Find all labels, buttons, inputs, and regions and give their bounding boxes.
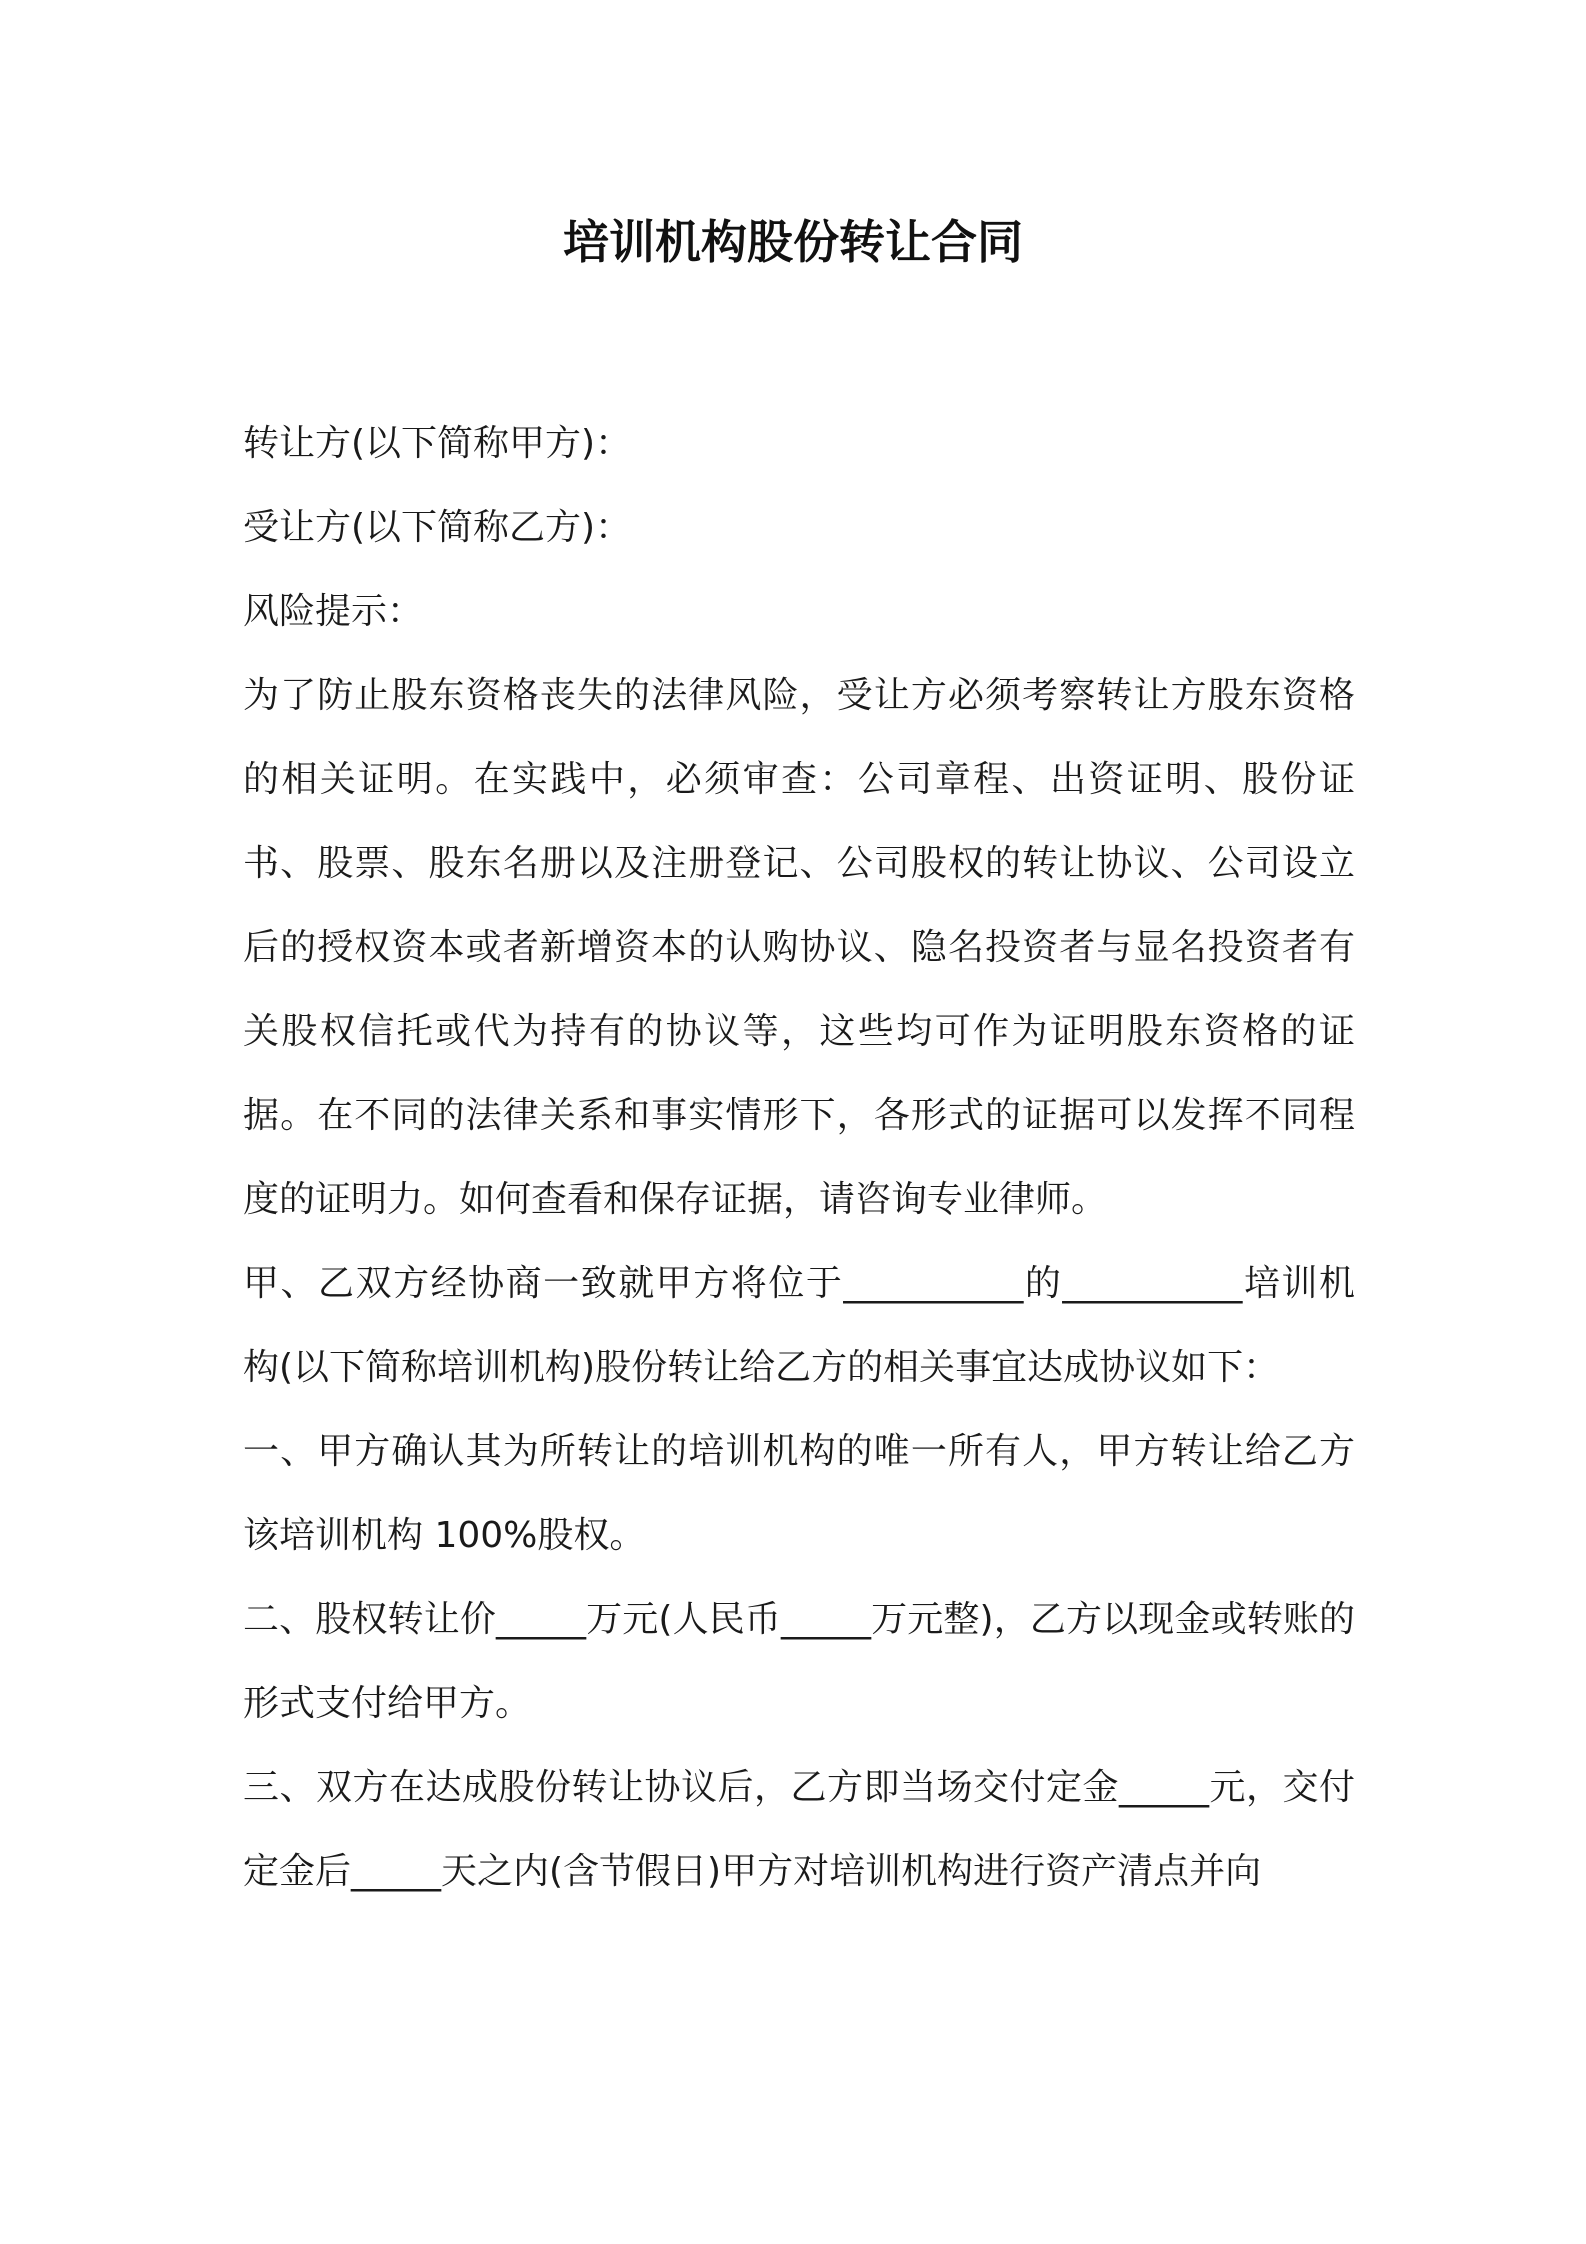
document-body xyxy=(243,402,1355,1914)
agreement-intro-paragraph: 甲、乙双方经协商一致就甲方将位于__________的__________培训机构(以下简称培训机构)股份转让给乙方的相关事宜达成协议如下： xyxy=(243,1263,1355,1388)
clause-1: 一、甲方确认其为所转让的培训机构的唯一所有人，甲方转让给乙方该培训机构 100%股权。 xyxy=(243,1431,1355,1556)
risk-notice-paragraph: 为了防止股东资格丧失的法律风险，受让方必须考察转让方股东资格的相关证明。在实践中，必须审查：公司章程、出资证明、股份证书、股票、股东名册以及注册登记、公司股权的转让协议、公司设立后的授权资本或者新增资本的认购协议、隐名投资者与显名投资者有关股权信托或代为持有的协议等，这些均可作为证明股东资格的证据。在不同的法律关系和事实情形下，各形式的证据可以发挥不同程度的证明力。如何查看和保存证据，请咨询专业律师。 xyxy=(243,675,1355,1220)
clause-2: 二、股权转让价_____万元(人民币_____万元整)，乙方以现金或转账的形式支付给甲方。 xyxy=(243,1599,1355,1724)
transferor-line: 转让方(以下简称甲方)： xyxy=(243,423,632,464)
document-title: 培训机构股份转让合同 xyxy=(563,215,1023,269)
clause-3: 三、双方在达成股份转让协议后，乙方即当场交付定金_____元，交付定金后_____天之内(含节假日)甲方对培训机构进行资产清点并向 xyxy=(243,1767,1355,1892)
transferee-line: 受让方(以下简称乙方)： xyxy=(243,507,632,548)
risk-notice-heading: 风险提示： xyxy=(243,591,424,632)
